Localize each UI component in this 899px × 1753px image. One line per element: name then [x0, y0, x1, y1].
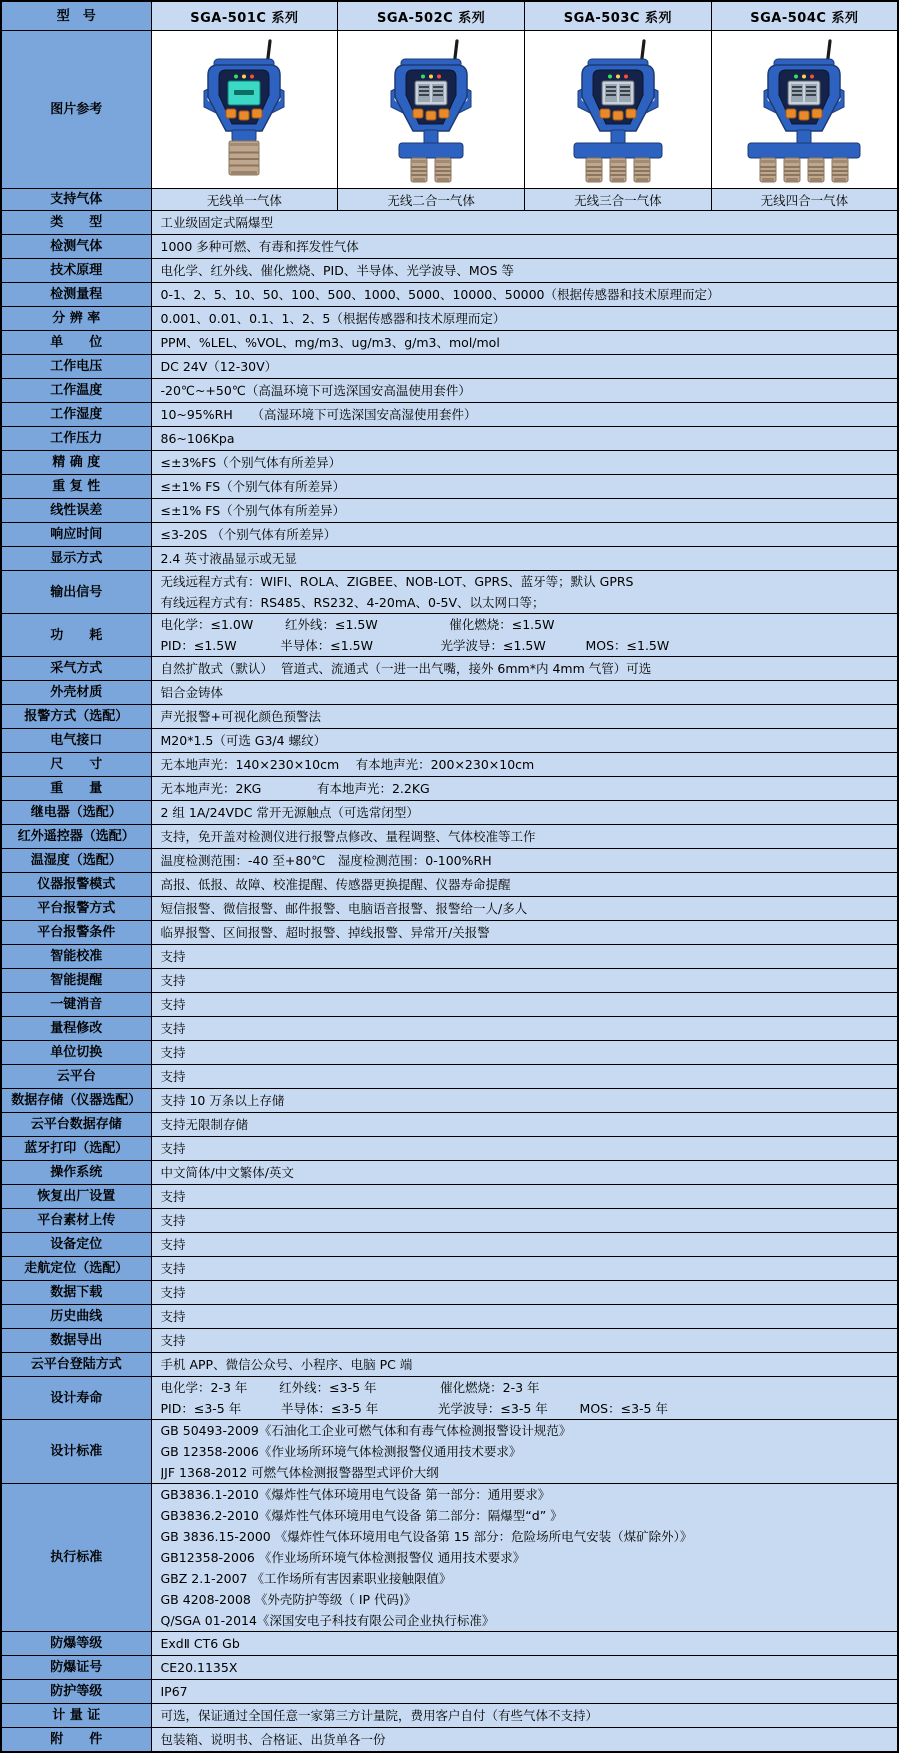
spec-value-line: ≤3-20S （个别气体有所差异） [160, 527, 337, 542]
sensor-manifold [574, 143, 662, 158]
spec-label: 走航定位（选配） [1, 1257, 151, 1281]
spec-value-line: CE20.1135X [160, 1660, 238, 1675]
spec-value-line: 高报、低报、故障、校准提醒、传感器更换提醒、仪器寿命提醒 [160, 877, 511, 892]
model-header-cell: SGA-504C 系列 [711, 1, 898, 31]
spec-value-line: 支持 [160, 1333, 186, 1348]
spec-value-cell [151, 945, 898, 969]
spec-value-line: M20*1.5（可选 G3/4 螺纹） [160, 733, 327, 748]
brass-sensor [832, 158, 848, 182]
spec-value-line: 支持，免开盖对检测仪进行报警点修改、量程调整、气体校准等工作 [160, 829, 536, 844]
spec-value-cell [151, 427, 898, 451]
spec-row [1, 849, 898, 873]
spec-label: 检测气体 [1, 235, 151, 259]
spec-value-cell [151, 1113, 898, 1137]
header-row [1, 1, 898, 31]
spec-label: 数据导出 [1, 1329, 151, 1353]
product-image-cell [711, 31, 898, 189]
spec-value-cell [151, 307, 898, 331]
spec-value-line: JJF 1368-2012 可燃气体检测报警器型式评价大纲 [160, 1465, 439, 1480]
spec-label: 历史曲线 [1, 1305, 151, 1329]
spec-label: 继电器（选配） [1, 801, 151, 825]
spec-row [1, 1420, 898, 1484]
spec-value-line: 无本地声光：140×230×10cm 有本地声光：200×230×10cm [160, 757, 535, 772]
spec-value-line: 铝合金铸体 [160, 685, 224, 700]
spec-label: 线性误差 [1, 499, 151, 523]
spec-row [1, 1233, 898, 1257]
spec-label: 数据下载 [1, 1281, 151, 1305]
spec-value-cell [151, 993, 898, 1017]
spec-value-line: 声光报警+可视化颜色预警法 [160, 709, 321, 724]
spec-value-line: GB 3836.15-2000 《爆炸性气体环境用电气设备第 15 部分：危险场所电气安装（煤矿除外）》 [160, 1529, 693, 1544]
spec-label: 量程修改 [1, 1017, 151, 1041]
spec-row [1, 777, 898, 801]
spec-row [1, 1161, 898, 1185]
spec-label: 工作电压 [1, 355, 151, 379]
spec-row [1, 1185, 898, 1209]
spec-label: 操作系统 [1, 1161, 151, 1185]
spec-row [1, 921, 898, 945]
spec-value-cell [151, 1041, 898, 1065]
spec-row [1, 1656, 898, 1680]
image-row-label: 图片参考 [1, 31, 151, 189]
spec-row [1, 355, 898, 379]
spec-value-line: GB 12358-2006《作业场所环境气体检测报警仪通用技术要求》 [160, 1444, 522, 1459]
gas-row-label: 支持气体 [1, 189, 151, 211]
brass-sensor [411, 158, 427, 182]
spec-value-cell [151, 499, 898, 523]
spec-value-line: 电化学：≤1.0W 红外线：≤1.5W 催化燃烧：≤1.5W [160, 617, 555, 632]
header-model-label: 型 号 [1, 1, 151, 31]
spec-label: 重 复 性 [1, 475, 151, 499]
model-header-cell: SGA-502C 系列 [338, 1, 525, 31]
brass-sensor [610, 158, 626, 182]
led-green [421, 74, 425, 78]
spec-value-cell [151, 801, 898, 825]
spec-row [1, 475, 898, 499]
spec-row [1, 1377, 898, 1420]
spec-row [1, 969, 898, 993]
spec-value-line: -20℃~+50℃（高温环境下可选深国安高温使用套件） [160, 383, 471, 398]
spec-label: 工作压力 [1, 427, 151, 451]
led-green [794, 74, 798, 78]
spec-row [1, 1041, 898, 1065]
spec-row [1, 705, 898, 729]
brass-sensor [760, 158, 776, 182]
spec-label: 分 辨 率 [1, 307, 151, 331]
spec-value-cell [151, 705, 898, 729]
spec-value-line: 2 组 1A/24VDC 常开无源触点（可选常闭型） [160, 805, 419, 820]
spec-value-line: 支持 [160, 973, 186, 988]
spec-label: 功 耗 [1, 614, 151, 657]
gas-type-cell: 无线单一气体 [151, 189, 338, 211]
spec-value-cell [151, 1329, 898, 1353]
button-panel [413, 109, 449, 120]
spec-value-line: 支持 10 万条以上存储 [160, 1093, 285, 1108]
spec-value-cell [151, 1656, 898, 1680]
spec-table-body [1, 1, 898, 1752]
spec-value-cell [151, 657, 898, 681]
spec-value-line: 无线远程方式有：WIFI、ROLA、ZIGBEE、NOB-LOT、GPRS、蓝牙等；默认 GPRS [160, 574, 634, 589]
spec-row [1, 1113, 898, 1137]
spec-value-cell [151, 523, 898, 547]
spec-value-line: 无本地声光：2KG 有本地声光：2.2KG [160, 781, 430, 796]
brass-sensor [634, 158, 650, 182]
spec-value-cell [151, 355, 898, 379]
button-panel [786, 109, 822, 120]
spec-label: 防护等级 [1, 1680, 151, 1704]
spec-value-line: IP67 [160, 1684, 188, 1699]
spec-value-cell [151, 1728, 898, 1753]
gas-detector-illustration [538, 35, 698, 185]
spec-label: 平台报警条件 [1, 921, 151, 945]
spec-value-cell [151, 1420, 898, 1484]
spec-label: 设计标准 [1, 1420, 151, 1484]
spec-value-line: 支持 [160, 1213, 186, 1228]
spec-row [1, 451, 898, 475]
spec-value-line: 温度检测范围：-40 至+80℃ 湿度检测范围：0-100%RH [160, 853, 492, 868]
spec-value-line: 包装箱、说明书、合格证、出货单各一份 [160, 1732, 386, 1747]
spec-value-line: 支持 [160, 1141, 186, 1156]
spec-label: 设备定位 [1, 1233, 151, 1257]
spec-value-line: 支持 [160, 1261, 186, 1276]
spec-value-line: 可选，保证通过全国任意一家第三方计量院，费用客户自付（有些气体不支持） [160, 1708, 599, 1723]
spec-value-line: 0.001、0.01、0.1、1、2、5（根据传感器和技术原理而定） [160, 311, 506, 326]
spec-row [1, 427, 898, 451]
led-red [437, 74, 441, 78]
spec-value-line: 工业级固定式隔爆型 [160, 215, 274, 230]
spec-label: 防爆证号 [1, 1656, 151, 1680]
spec-row [1, 1089, 898, 1113]
spec-value-line: 支持 [160, 1045, 186, 1060]
product-image-cell [338, 31, 525, 189]
spec-label: 蓝牙打印（选配） [1, 1137, 151, 1161]
spec-value-line: PID：≤1.5W 半导体：≤1.5W 光学波导：≤1.5W MOS：≤1.5W [160, 638, 670, 653]
spec-row [1, 259, 898, 283]
button-panel [226, 109, 262, 120]
led-yellow [616, 74, 620, 78]
spec-label: 执行标准 [1, 1484, 151, 1632]
spec-label: 附 件 [1, 1728, 151, 1753]
gas-type-cell: 无线三合一气体 [525, 189, 712, 211]
spec-value-cell [151, 1209, 898, 1233]
spec-value-cell [151, 1632, 898, 1656]
spec-value-line: 电化学、红外线、催化燃烧、PID、半导体、光学波导、MOS 等 [160, 263, 514, 278]
spec-value-cell [151, 331, 898, 355]
brass-sensor [586, 158, 602, 182]
spec-value-line: ExdⅡ CT6 Gb [160, 1636, 240, 1651]
spec-label: 智能校准 [1, 945, 151, 969]
spec-value-cell [151, 1704, 898, 1728]
spec-value-cell [151, 897, 898, 921]
spec-row [1, 307, 898, 331]
spec-value-line: 支持 [160, 949, 186, 964]
spec-row [1, 897, 898, 921]
spec-row [1, 614, 898, 657]
spec-label: 检测量程 [1, 283, 151, 307]
spec-label: 云平台数据存储 [1, 1113, 151, 1137]
spec-value-cell [151, 235, 898, 259]
spec-value-cell [151, 451, 898, 475]
led-yellow [802, 74, 806, 78]
spec-label: 输出信号 [1, 571, 151, 614]
spec-value-line: GBZ 2.1-2007 《工作场所有害因素职业接触限值》 [160, 1571, 452, 1586]
spec-row [1, 1305, 898, 1329]
spec-row [1, 945, 898, 969]
spec-row [1, 235, 898, 259]
spec-label: 平台报警方式 [1, 897, 151, 921]
spec-value-cell [151, 729, 898, 753]
spec-label: 单 位 [1, 331, 151, 355]
spec-value-cell [151, 969, 898, 993]
spec-value-cell [151, 1353, 898, 1377]
image-row [1, 31, 898, 189]
led-red [624, 74, 628, 78]
spec-value-cell [151, 1089, 898, 1113]
gas-detector-illustration [724, 35, 884, 185]
spec-row [1, 993, 898, 1017]
spec-value-cell [151, 1137, 898, 1161]
spec-value-line: GB12358-2006 《作业场所环境气体检测报警仪 通用技术要求》 [160, 1550, 526, 1565]
spec-label: 一键消音 [1, 993, 151, 1017]
product-image-cell [151, 31, 338, 189]
model-header-cell: SGA-501C 系列 [151, 1, 338, 31]
spec-label: 恢复出厂设置 [1, 1185, 151, 1209]
spec-value-line: 支持 [160, 1285, 186, 1300]
spec-row [1, 1680, 898, 1704]
spec-value-line: 短信报警、微信报警、邮件报警、电脑语音报警、报警给一人/多人 [160, 901, 528, 916]
spec-value-line: ≤±1% FS（个别气体有所差异） [160, 503, 346, 518]
spec-row [1, 681, 898, 705]
spec-value-cell [151, 1233, 898, 1257]
spec-value-cell [151, 921, 898, 945]
spec-row [1, 283, 898, 307]
sensor-manifold [748, 143, 860, 158]
spec-row [1, 657, 898, 681]
spec-value-line: ≤±3%FS（个别气体有所差异） [160, 455, 342, 470]
spec-value-cell [151, 873, 898, 897]
spec-value-cell [151, 1305, 898, 1329]
led-green [234, 74, 238, 78]
spec-label: 采气方式 [1, 657, 151, 681]
spec-value-cell [151, 379, 898, 403]
spec-row [1, 825, 898, 849]
spec-row [1, 1281, 898, 1305]
spec-value-cell [151, 1257, 898, 1281]
led-yellow [242, 74, 246, 78]
spec-value-cell [151, 1281, 898, 1305]
spec-label: 数据存储（仪器选配） [1, 1089, 151, 1113]
spec-value-line: 自然扩散式（默认） 管道式、流通式（一进一出气嘴，接外 6mm*内 4mm 气管）可选 [160, 661, 652, 676]
spec-value-cell [151, 1484, 898, 1632]
spec-row [1, 379, 898, 403]
spec-row [1, 753, 898, 777]
spec-value-line: 1000 多种可燃、有毒和挥发性气体 [160, 239, 359, 254]
spec-row [1, 1257, 898, 1281]
spec-label: 重 量 [1, 777, 151, 801]
spec-label: 温湿度（选配） [1, 849, 151, 873]
brass-sensor [435, 158, 451, 182]
spec-row [1, 211, 898, 235]
spec-row [1, 523, 898, 547]
spec-value-cell [151, 547, 898, 571]
spec-row [1, 499, 898, 523]
spec-value-cell [151, 1161, 898, 1185]
spec-value-cell [151, 777, 898, 801]
spec-value-line: 电化学：2-3 年 红外线：≤3-5 年 催化燃烧：2-3 年 [160, 1380, 540, 1395]
gas-detector-illustration [351, 35, 511, 185]
spec-label: 响应时间 [1, 523, 151, 547]
spec-value-line: DC 24V（12-30V） [160, 359, 278, 374]
spec-label: 设计寿命 [1, 1377, 151, 1420]
spec-row [1, 729, 898, 753]
brass-sensor [808, 158, 824, 182]
spec-label: 平台素材上传 [1, 1209, 151, 1233]
spec-row [1, 1329, 898, 1353]
spec-label: 仪器报警模式 [1, 873, 151, 897]
gas-row [1, 189, 898, 211]
product-image-cell [525, 31, 712, 189]
spec-value-cell [151, 211, 898, 235]
spec-value-line: 有线远程方式有：RS485、RS232、4-20mA、0-5V、以太网口等； [160, 595, 545, 610]
spec-label: 工作湿度 [1, 403, 151, 427]
spec-row [1, 1209, 898, 1233]
led-green [608, 74, 612, 78]
led-red [810, 74, 814, 78]
spec-value-line: Q/SGA 01-2014《深国安电子科技有限公司企业执行标准》 [160, 1613, 495, 1628]
spec-label: 防爆等级 [1, 1632, 151, 1656]
spec-value-line: 10~95%RH （高湿环境下可选深国安高湿使用套件） [160, 407, 477, 422]
spec-value-line: 支持 [160, 1309, 186, 1324]
spec-value-cell [151, 753, 898, 777]
spec-value-cell [151, 1185, 898, 1209]
spec-value-line: 中文简体/中文繁体/英文 [160, 1165, 294, 1180]
button-panel [600, 109, 636, 120]
brass-sensor [229, 141, 259, 175]
spec-value-cell [151, 1065, 898, 1089]
led-red [250, 74, 254, 78]
spec-value-cell [151, 475, 898, 499]
spec-value-line: 支持 [160, 1021, 186, 1036]
spec-value-cell [151, 1017, 898, 1041]
spec-row [1, 403, 898, 427]
spec-value-line: 手机 APP、微信公众号、小程序、电脑 PC 端 [160, 1357, 413, 1372]
spec-row [1, 1017, 898, 1041]
spec-value-line: 86~106Kpa [160, 431, 235, 446]
spec-row [1, 1728, 898, 1753]
spec-value-line: 支持无限制存储 [160, 1117, 249, 1132]
spec-label: 类 型 [1, 211, 151, 235]
spec-label: 云平台登陆方式 [1, 1353, 151, 1377]
spec-label: 电气接口 [1, 729, 151, 753]
spec-value-line: 支持 [160, 997, 186, 1012]
spec-label: 云平台 [1, 1065, 151, 1089]
spec-value-cell [151, 825, 898, 849]
spec-value-cell [151, 849, 898, 873]
spec-value-line: 支持 [160, 1069, 186, 1084]
spec-row [1, 331, 898, 355]
spec-value-line: 支持 [160, 1237, 186, 1252]
spec-value-line: 2.4 英寸液晶显示或无显 [160, 551, 297, 566]
spec-value-cell [151, 571, 898, 614]
spec-row [1, 1137, 898, 1161]
spec-row [1, 547, 898, 571]
model-header-cell: SGA-503C 系列 [525, 1, 712, 31]
brass-sensor [784, 158, 800, 182]
spec-label: 红外遥控器（选配） [1, 825, 151, 849]
spec-value-line: 0-1、2、5、10、50、100、500、1000、5000、10000、50000（根据传感器和技术原理而定） [160, 287, 720, 302]
spec-label: 单位切换 [1, 1041, 151, 1065]
spec-label: 计 量 证 [1, 1704, 151, 1728]
gas-detector-illustration [164, 35, 324, 185]
spec-row [1, 1704, 898, 1728]
spec-label: 报警方式（选配） [1, 705, 151, 729]
spec-value-line: GB3836.1-2010《爆炸性气体环境用电气设备 第一部分：通用要求》 [160, 1487, 551, 1502]
spec-value-cell [151, 283, 898, 307]
spec-label: 显示方式 [1, 547, 151, 571]
spec-value-line: GB 4208-2008 《外壳防护等级（ IP 代码)》 [160, 1592, 417, 1607]
spec-value-line: ≤±1% FS（个别气体有所差异） [160, 479, 346, 494]
gas-type-cell: 无线四合一气体 [711, 189, 898, 211]
spec-value-cell [151, 403, 898, 427]
spec-value-line: PPM、%LEL、%VOL、mg/m3、ug/m3、g/m3、mol/mol [160, 335, 500, 350]
sensor-manifold [399, 143, 463, 158]
spec-row [1, 1632, 898, 1656]
spec-row [1, 873, 898, 897]
spec-value-cell [151, 614, 898, 657]
spec-value-cell [151, 259, 898, 283]
spec-value-line: PID：≤3-5 年 半导体：≤3-5 年 光学波导：≤3-5 年 MOS：≤3-5 年 [160, 1401, 668, 1416]
spec-value-cell [151, 1680, 898, 1704]
spec-row [1, 1353, 898, 1377]
spec-value-line: GB3836.2-2010《爆炸性气体环境用电气设备 第二部分：隔爆型“d” 》 [160, 1508, 563, 1523]
spec-label: 工作温度 [1, 379, 151, 403]
spec-row [1, 1484, 898, 1632]
spec-label: 尺 寸 [1, 753, 151, 777]
spec-value-cell [151, 681, 898, 705]
spec-label: 精 确 度 [1, 451, 151, 475]
spec-row [1, 571, 898, 614]
spec-value-line: GB 50493-2009《石油化工企业可燃气体和有毒气体检测报警设计规范》 [160, 1423, 572, 1438]
spec-value-cell [151, 1377, 898, 1420]
gas-type-cell: 无线二合一气体 [338, 189, 525, 211]
spec-label: 技术原理 [1, 259, 151, 283]
spec-value-line: 临界报警、区间报警、超时报警、掉线报警、异常开/关报警 [160, 925, 490, 940]
spec-label: 智能提醒 [1, 969, 151, 993]
spec-row [1, 801, 898, 825]
spec-label: 外壳材质 [1, 681, 151, 705]
spec-row [1, 1065, 898, 1089]
led-yellow [429, 74, 433, 78]
spec-value-line: 支持 [160, 1189, 186, 1204]
